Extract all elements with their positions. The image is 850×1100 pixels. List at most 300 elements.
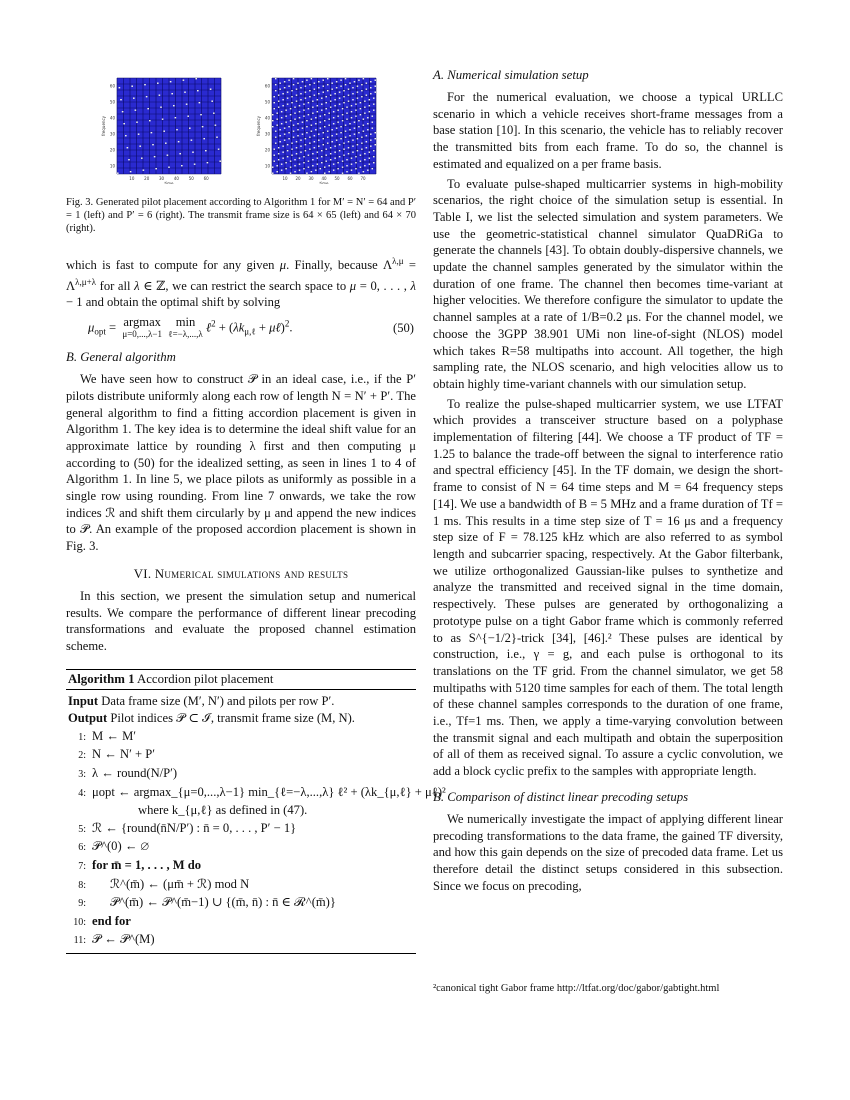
pilot-marker xyxy=(288,138,289,139)
algorithm-line xyxy=(68,784,446,803)
y-tick-label: 20 xyxy=(109,147,115,153)
x-axis-label: time xyxy=(164,181,174,184)
pilot-marker xyxy=(346,171,347,172)
pilot-marker xyxy=(331,129,332,130)
pilot-marker xyxy=(314,83,315,84)
pilot-marker xyxy=(297,83,298,84)
pilot-marker xyxy=(278,147,279,148)
pilot-marker xyxy=(192,152,194,153)
pilot-marker xyxy=(293,131,294,132)
pilot-marker xyxy=(339,98,340,99)
pilot-marker xyxy=(364,113,365,114)
x-tick-label: 30 xyxy=(308,176,314,181)
line-number: 10: xyxy=(73,916,86,928)
pilot-marker xyxy=(375,132,376,133)
pilot-marker xyxy=(364,159,365,160)
pilot-marker xyxy=(364,101,365,102)
pilot-marker xyxy=(176,129,178,130)
pilot-marker xyxy=(216,137,218,138)
pilot-marker xyxy=(325,149,326,150)
pilot-marker xyxy=(278,159,279,160)
pilot-marker xyxy=(159,95,161,96)
pilot-marker xyxy=(354,81,355,82)
pilot-marker xyxy=(355,168,356,169)
y-axis-label: frequency xyxy=(101,115,106,137)
pilot-marker xyxy=(199,102,201,103)
section-b-right-title: B. Comparison of distinct linear precoding setups xyxy=(433,789,689,804)
pilot-marker xyxy=(369,99,370,100)
pilot-marker xyxy=(370,87,371,88)
pilot-marker xyxy=(343,90,344,91)
paragraph-general-algorithm: We have seen how to construct 𝒫 in an ideal case, i.e., if the P′ pilots distribute uniformly along each row of length N = N′ + P′. The general algorithm to find a fitting accordion placement is given in Algorithm 1. The key idea is to determine the ideal shift value for an approximate lattice by rounding λ first and then computing μ according to (50) for the idealized setting, as seen in lines 1 to 4 of Algorithm 1. In line 5, we place pilots as uniformly as possible in a single row using rounding. From line 7 onwards, we take the row indices ℛ and shift them circularly by μ and append the new indices to 𝒫. An example of the proposed accordion placement is shown in Fig. 3. xyxy=(66,372,416,554)
pilot-marker xyxy=(314,89,315,90)
pilot-marker xyxy=(151,132,153,133)
y-axis-label: frequency xyxy=(256,115,261,137)
pilot-marker xyxy=(306,173,307,174)
pilot-marker xyxy=(285,122,286,123)
pilot-marker xyxy=(282,152,283,153)
line-number: 2: xyxy=(78,750,86,762)
pilot-marker xyxy=(321,104,322,105)
pilot-marker xyxy=(366,147,367,148)
pilot-marker xyxy=(321,110,322,111)
pilot-marker xyxy=(200,114,202,115)
pilot-marker xyxy=(127,147,129,148)
pilot-marker xyxy=(360,167,361,168)
y-tick-label: 30 xyxy=(264,131,270,137)
pilot-marker xyxy=(363,119,364,120)
pilot-marker xyxy=(345,125,346,126)
pilot-marker xyxy=(317,158,318,159)
line-number: 7: xyxy=(78,861,86,872)
pilot-marker xyxy=(296,89,297,90)
pilot-marker xyxy=(131,86,133,87)
pilot-marker xyxy=(296,147,297,148)
pilot-marker xyxy=(211,101,213,102)
paragraph-precoding: We numerically investigate the impact of applying different linear precoding transformations to the data frame, the gained TF diversity, and how this gain depends on the size of precoded data frame. Let us therefore detail the distinct setups considered in this subsection. Since we focus on precoding, xyxy=(433,811,783,893)
pilot-marker xyxy=(308,102,309,103)
pilot-marker xyxy=(352,99,353,100)
pilot-marker xyxy=(296,141,297,142)
pilot-marker xyxy=(184,92,186,93)
pilot-marker xyxy=(357,86,358,87)
pilot-marker xyxy=(306,132,307,133)
pilot-marker xyxy=(294,119,295,120)
pilot-marker xyxy=(273,149,274,150)
pilot-marker xyxy=(317,105,318,106)
pilot-marker xyxy=(363,171,364,172)
x-tick-label: 60 xyxy=(203,176,209,181)
pilot-marker xyxy=(321,156,322,157)
pilot-marker xyxy=(303,162,304,163)
pilot-marker xyxy=(303,104,304,105)
algorithm-lines xyxy=(68,728,446,950)
pilot-marker xyxy=(282,93,283,94)
input-label: Input xyxy=(68,693,99,708)
pilot-marker xyxy=(318,134,319,135)
pilot-marker xyxy=(320,168,321,169)
pilot-marker xyxy=(334,99,335,100)
pilot-marker xyxy=(328,165,329,166)
pilot-marker xyxy=(278,101,279,102)
pilot-marker xyxy=(299,117,300,118)
pilot-marker xyxy=(351,117,352,118)
pilot-marker xyxy=(357,150,358,151)
pilot-marker xyxy=(318,146,319,147)
pilot-marker xyxy=(328,171,329,172)
pilot-marker xyxy=(287,104,288,105)
pilot-marker xyxy=(360,108,361,109)
pilot-marker xyxy=(203,138,205,139)
pilot-marker xyxy=(294,107,295,108)
pilot-marker xyxy=(339,104,340,105)
pilot-marker xyxy=(366,83,367,84)
pilot-marker xyxy=(320,128,321,129)
pilot-marker xyxy=(154,156,156,157)
pilot-marker xyxy=(345,84,346,85)
pilot-marker xyxy=(325,96,326,97)
pilot-marker xyxy=(117,173,119,174)
pilot-marker xyxy=(189,128,191,129)
pilot-marker xyxy=(352,152,353,153)
pilot-marker xyxy=(181,165,183,166)
pilot-marker xyxy=(351,111,352,112)
pilot-marker xyxy=(357,92,358,93)
pilot-marker xyxy=(373,156,374,157)
pilot-marker xyxy=(330,107,331,108)
pilot-marker xyxy=(282,105,283,106)
pilot-marker xyxy=(352,93,353,94)
pilot-marker xyxy=(287,98,288,99)
paragraph-section-6: In this section, we present the simulation setup and numerical results. We compare the performance of different linear precoding transformations and evaluate the proposed channel estimation scheme. xyxy=(66,588,416,653)
pilot-marker xyxy=(336,134,337,135)
pilot-marker xyxy=(330,153,331,154)
pilot-marker xyxy=(366,135,367,136)
pilot-marker xyxy=(317,152,318,153)
pilot-marker xyxy=(305,144,306,145)
pilot-marker xyxy=(345,78,346,79)
pilot-marker xyxy=(327,84,328,85)
pilot-marker xyxy=(337,116,338,117)
pilot-marker xyxy=(120,99,122,100)
pilot-marker xyxy=(333,164,334,165)
pilot-marker xyxy=(291,155,292,156)
pilot-marker xyxy=(325,102,326,103)
pilot-marker xyxy=(294,171,295,172)
pilot-marker xyxy=(273,96,274,97)
pilot-marker xyxy=(361,90,362,91)
pilot-marker xyxy=(287,150,288,151)
pilot-marker xyxy=(293,125,294,126)
pilot-marker xyxy=(293,137,294,138)
figure-caption: Fig. 3. Generated pilot placement according to Algorithm 1 for M′ = N′ = 64 and P′ = 1 (left) and P′ = 6 (right). The transmit frame size is 64 × 65 (left) and 64 × 70 (right). xyxy=(66,197,416,234)
pilot-marker xyxy=(297,129,298,130)
pilot-marker xyxy=(288,132,289,133)
figure-left-plot xyxy=(101,74,226,184)
pilot-marker xyxy=(281,170,282,171)
pilot-marker xyxy=(296,101,297,102)
pilot-marker xyxy=(300,146,301,147)
pilot-marker xyxy=(162,119,164,120)
pilot-marker xyxy=(345,131,346,132)
footnote: ²canonical tight Gabor frame http://ltfat.org/doc/gabor/gabtight.html xyxy=(433,983,720,994)
pilot-marker xyxy=(275,131,276,132)
algorithm-output xyxy=(68,710,416,728)
algorithm-label: Algorithm 1 xyxy=(68,671,135,686)
pilot-marker xyxy=(291,96,292,97)
pilot-marker xyxy=(346,159,347,160)
pilot-marker xyxy=(357,144,358,145)
line-text: λ ← round(N/P′) xyxy=(92,766,178,781)
pilot-marker xyxy=(279,89,280,90)
line-text: ℛ ← {round(n̄N/P′) : n̄ = 0, . . . , P′ − 1} xyxy=(92,820,297,835)
pilot-marker xyxy=(324,167,325,168)
pilot-marker xyxy=(299,105,300,106)
y-tick-label: 60 xyxy=(264,83,270,89)
pilot-marker xyxy=(276,165,277,166)
paragraph-setup-1: For the numerical evaluation, we choose a typical URLLC scenario in which a vehicle receives short-frame messages from a base station [10]. In this scenario, the vehicle has to reliably recover the transmitted bits from each frame. To do so, the channel is estimated and equalized on a per frame basis. xyxy=(433,90,783,171)
pilot-marker xyxy=(325,155,326,156)
pilot-marker xyxy=(136,122,138,123)
x-tick-label: 10 xyxy=(129,176,135,181)
output-text: Pilot indices 𝒫 ⊂ ℐ, transmit frame size (M, N). xyxy=(110,711,355,726)
y-tick-label: 50 xyxy=(264,99,270,105)
pilot-marker xyxy=(340,126,341,127)
pilot-marker xyxy=(340,86,341,87)
pilot-marker xyxy=(355,110,356,111)
pilot-marker xyxy=(355,162,356,163)
pilot-marker xyxy=(147,108,149,109)
pilot-marker xyxy=(285,162,286,163)
pilot-marker xyxy=(323,92,324,93)
pilot-marker xyxy=(272,173,273,174)
pilot-marker xyxy=(309,84,310,85)
pilot-marker xyxy=(300,93,301,94)
pilot-marker xyxy=(325,161,326,162)
pilot-marker xyxy=(305,86,306,87)
y-tick-label: 10 xyxy=(109,163,115,169)
pilot-marker xyxy=(291,149,292,150)
pilot-marker xyxy=(327,131,328,132)
algorithm-input xyxy=(68,693,416,711)
pilot-marker xyxy=(125,135,127,136)
pilot-marker xyxy=(320,116,321,117)
pilot-marker xyxy=(318,87,319,88)
algorithm-line xyxy=(68,820,416,839)
pilot-marker xyxy=(284,134,285,135)
pilot-marker xyxy=(325,108,326,109)
pilot-marker xyxy=(303,168,304,169)
pilot-marker xyxy=(272,126,273,127)
pilot-marker xyxy=(321,150,322,151)
pilot-marker xyxy=(342,108,343,109)
pilot-marker xyxy=(343,143,344,144)
pilot-marker xyxy=(312,159,313,160)
pilot-marker xyxy=(165,143,167,144)
pilot-marker xyxy=(299,164,300,165)
pilot-marker xyxy=(343,102,344,103)
pilot-marker xyxy=(299,111,300,112)
pilot-marker xyxy=(275,84,276,85)
line-number: 9: xyxy=(78,898,86,910)
pilot-marker xyxy=(340,80,341,81)
pilot-marker xyxy=(276,119,277,120)
pilot-marker xyxy=(339,150,340,151)
pilot-marker xyxy=(291,102,292,103)
pilot-marker xyxy=(357,138,358,139)
pilot-marker xyxy=(287,144,288,145)
algorithm-line xyxy=(68,913,416,932)
pilot-marker xyxy=(306,120,307,121)
pilot-marker xyxy=(358,120,359,121)
pilot-marker xyxy=(342,120,343,121)
pilot-marker xyxy=(284,128,285,129)
pilot-marker xyxy=(345,137,346,138)
pilot-marker xyxy=(275,143,276,144)
figure-3 xyxy=(66,74,416,184)
pilot-marker xyxy=(152,144,154,145)
line-text: 𝒫^(0) ← ∅ xyxy=(92,839,149,854)
pilot-marker xyxy=(276,171,277,172)
pilot-marker xyxy=(334,105,335,106)
pilot-marker xyxy=(315,117,316,118)
pilot-marker xyxy=(315,123,316,124)
pilot-marker xyxy=(219,161,221,162)
pilot-marker xyxy=(294,165,295,166)
algorithm-line xyxy=(68,894,416,913)
pilot-marker xyxy=(284,140,285,141)
pilot-marker xyxy=(139,146,141,147)
pilot-marker xyxy=(349,83,350,84)
pilot-marker xyxy=(279,83,280,84)
pilot-marker xyxy=(324,173,325,174)
pilot-marker xyxy=(168,167,170,168)
pilot-marker xyxy=(367,170,368,171)
pilot-marker xyxy=(296,153,297,154)
pilot-marker xyxy=(272,167,273,168)
input-text: Data frame size (M′, N′) and pilots per row P′. xyxy=(101,693,335,708)
pilot-marker xyxy=(288,86,289,87)
pilot-marker xyxy=(288,126,289,127)
pilot-marker xyxy=(373,150,374,151)
paragraph-setup-2: To evaluate pulse-shaped multicarrier systems in high-mobility scenarios, the right choice of the simulation setup is essential. In Table I, we list the selected simulation and system parameters. We use the geometric-statistical channel simulator QuaDRiGa to generate the channels [43]. To obtain doubly-dispersive channels, we update the channel samples generated by the simulator within the duration of one frame. The channel then becomes time-variant at higher velocities. We therefore configure the simulator to update the channel samples at a rate of 1/B=0.2 μs. For the channel model, we choose the 3GPP 38.901 UMi non line-of-sight (NLOS) model which takes R=58 multipaths into account. All together, the high sampling rate, the NLOS scenario, and high velocities allow us to obtain highly time-variant channels with our simulation setup. xyxy=(433,176,783,391)
pilot-marker xyxy=(331,141,332,142)
pilot-marker xyxy=(348,101,349,102)
pilot-marker xyxy=(320,122,321,123)
pilot-marker xyxy=(361,137,362,138)
pilot-marker xyxy=(333,111,334,112)
pilot-marker xyxy=(272,114,273,115)
pilot-marker xyxy=(327,90,328,91)
pilot-marker xyxy=(309,143,310,144)
pilot-marker xyxy=(205,150,207,151)
pilot-marker xyxy=(373,98,374,99)
algorithm-line xyxy=(68,876,416,895)
pilot-marker xyxy=(278,95,279,96)
right-column xyxy=(433,62,783,894)
pilot-marker xyxy=(370,146,371,147)
pilot-marker xyxy=(302,128,303,129)
pilot-marker xyxy=(282,146,283,147)
pilot-marker xyxy=(314,147,315,148)
pilot-marker xyxy=(333,170,334,171)
pilot-marker xyxy=(160,107,162,108)
pilot-marker xyxy=(358,126,359,127)
algorithm-line xyxy=(68,931,416,950)
pilot-marker xyxy=(155,168,157,169)
algorithm-line xyxy=(68,857,416,876)
pilot-marker xyxy=(354,134,355,135)
pilot-marker xyxy=(314,95,315,96)
line-text: 𝒫^(m̄) ← 𝒫^(m̄−1) ∪ {(m̄, n̄) : n̄ ∈ ℛ^(m̄)} xyxy=(110,895,336,910)
pilot-marker xyxy=(157,83,159,84)
pilot-marker xyxy=(364,165,365,166)
pilot-marker xyxy=(352,146,353,147)
pilot-marker xyxy=(361,84,362,85)
pilot-marker xyxy=(279,135,280,136)
pilot-marker xyxy=(133,98,135,99)
pilot-marker xyxy=(296,95,297,96)
pilot-marker xyxy=(308,155,309,156)
pilot-marker xyxy=(337,110,338,111)
pilot-marker xyxy=(290,114,291,115)
pilot-marker xyxy=(303,156,304,157)
pilot-marker xyxy=(311,171,312,172)
algorithm-title xyxy=(66,670,416,690)
pilot-marker xyxy=(336,87,337,88)
pilot-marker xyxy=(297,123,298,124)
pilot-marker xyxy=(348,141,349,142)
pilot-marker xyxy=(275,137,276,138)
algorithm-body xyxy=(66,690,446,953)
line-number: 11: xyxy=(73,935,86,947)
line-number: 6: xyxy=(78,842,86,854)
pilot-marker xyxy=(360,161,361,162)
pilot-marker xyxy=(311,125,312,126)
pilot-marker xyxy=(369,105,370,106)
pilot-marker xyxy=(305,98,306,99)
pilot-marker xyxy=(282,158,283,159)
pilot-marker xyxy=(331,83,332,84)
pilot-marker xyxy=(361,149,362,150)
pilot-marker xyxy=(373,104,374,105)
pilot-marker xyxy=(340,132,341,133)
pilot-marker xyxy=(312,113,313,114)
pilot-marker xyxy=(355,156,356,157)
equation-50 xyxy=(66,317,416,340)
pilot-marker xyxy=(367,123,368,124)
pilot-marker xyxy=(355,104,356,105)
pilot-marker xyxy=(315,170,316,171)
pilot-marker xyxy=(135,110,137,111)
pilot-marker xyxy=(337,168,338,169)
pilot-marker xyxy=(273,108,274,109)
pilot-marker xyxy=(202,126,204,127)
pilot-marker xyxy=(311,78,312,79)
pilot-marker xyxy=(302,81,303,82)
pilot-marker xyxy=(330,101,331,102)
algorithm-line xyxy=(68,838,416,857)
pilot-marker xyxy=(297,135,298,136)
pilot-marker xyxy=(213,113,215,114)
x-tick-label: 50 xyxy=(334,176,340,181)
pilot-marker xyxy=(330,95,331,96)
pilot-marker xyxy=(309,149,310,150)
pilot-marker xyxy=(119,87,121,88)
pilot-marker xyxy=(324,120,325,121)
pilot-marker xyxy=(336,140,337,141)
pilot-marker xyxy=(314,135,315,136)
